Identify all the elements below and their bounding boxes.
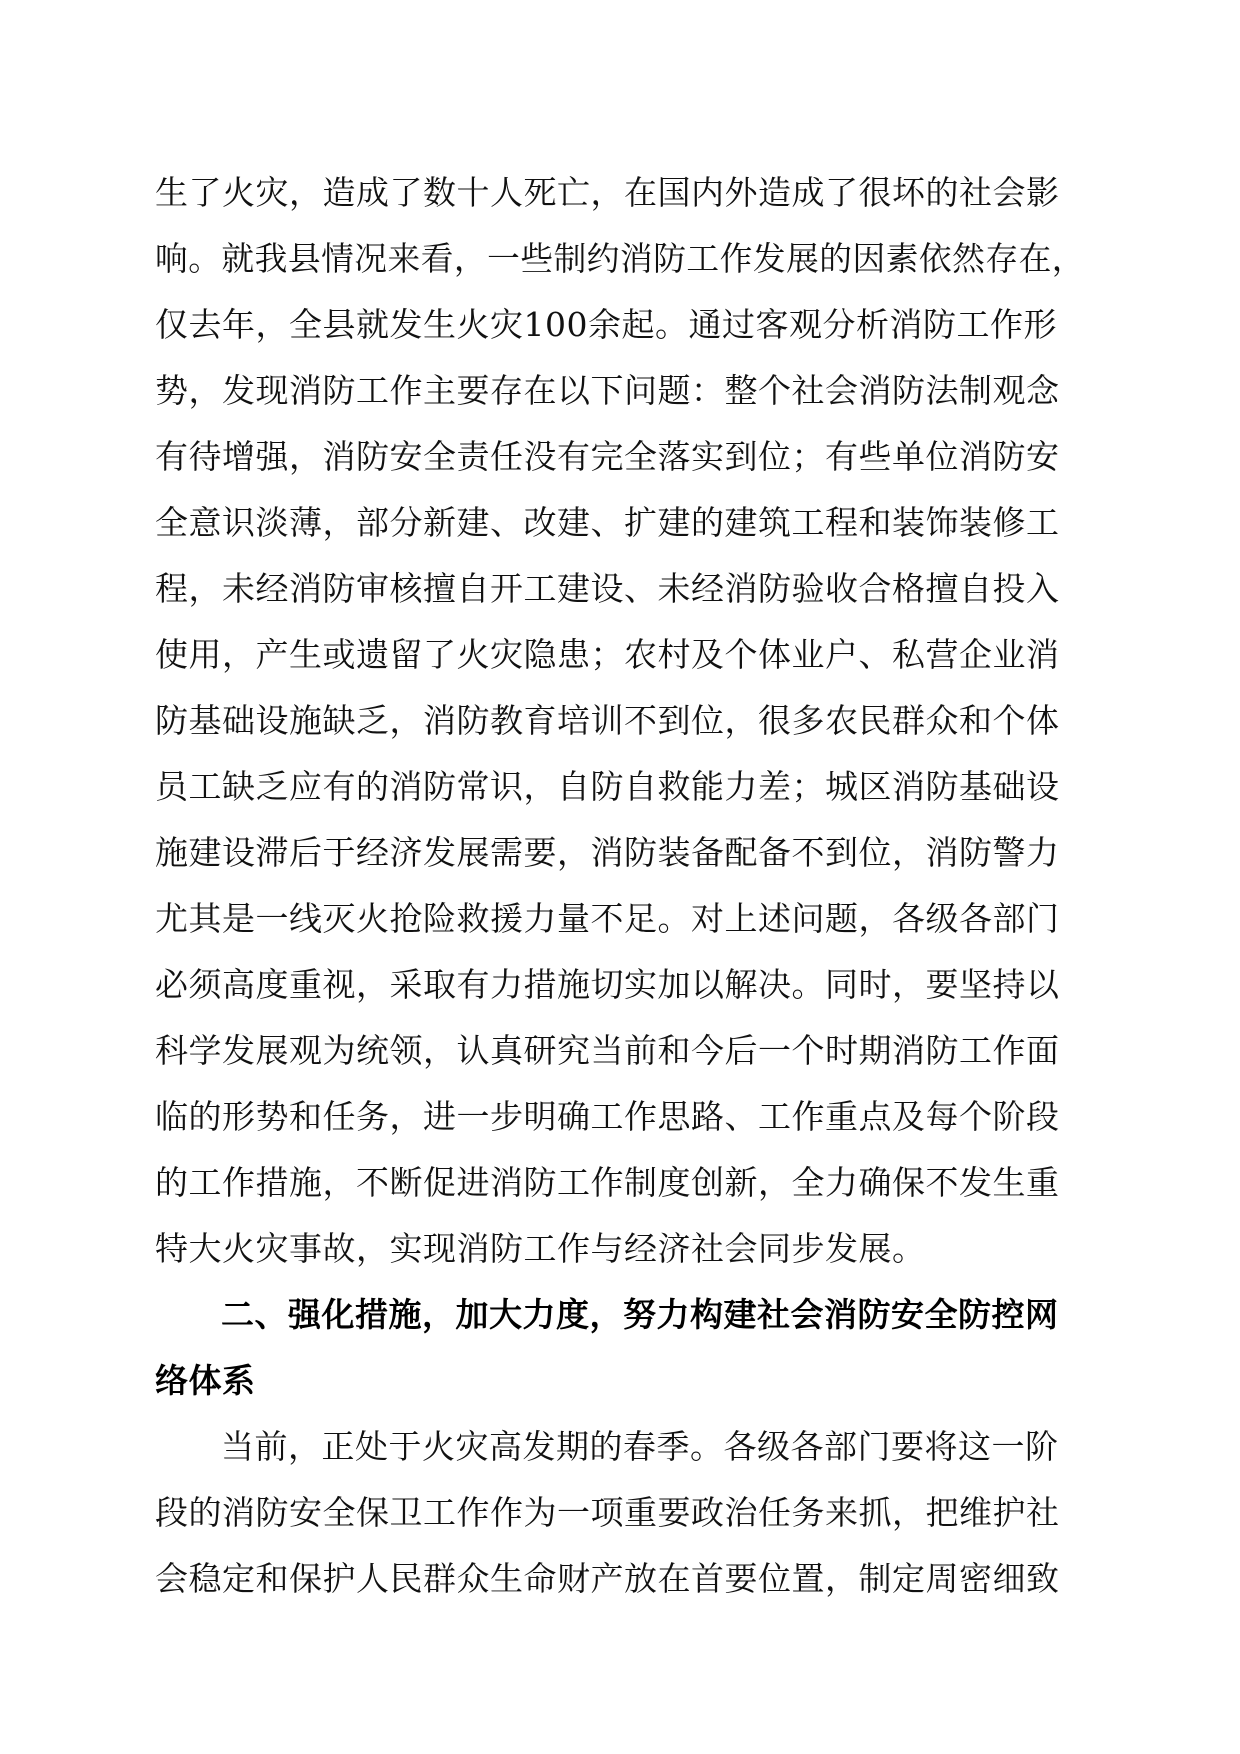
paragraph-1-line: 的工作措施，不断促进消防工作制度创新，全力确保不发生重 (155, 1163, 1060, 1202)
paragraph-1-line: 特大火灾事故，实现消防工作与经济社会同步发展。 (155, 1229, 926, 1268)
paragraph-1-line: 有待增强，消防安全责任没有完全落实到位；有些单位消防安 (155, 437, 1060, 476)
paragraph-1-line: 程，未经消防审核擅自开工建设、未经消防验收合格擅自投入 (155, 569, 1060, 608)
paragraph-2-line: 当前，正处于火灾高发期的春季。各级各部门要将这一阶 (221, 1427, 1059, 1466)
paragraph-1-line: 员工缺乏应有的消防常识，自防自救能力差；城区消防基础设 (155, 767, 1060, 806)
section-heading: 二、强化措施，加大力度，努力构建社会消防安全防控网 (221, 1295, 1059, 1334)
paragraph-1-line: 必须高度重视，采取有力措施切实加以解决。同时，要坚持以 (155, 965, 1060, 1004)
paragraph-1-line: 施建设滞后于经济发展需要，消防装备配备不到位，消防警力 (155, 833, 1060, 872)
paragraph-1-line: 全意识淡薄，部分新建、改建、扩建的建筑工程和装饰装修工 (155, 503, 1060, 542)
paragraph-1-line: 仅去年，全县就发生火灾100余起。通过客观分析消防工作形 (155, 305, 1057, 344)
paragraph-2-line: 段的消防安全保卫工作作为一项重要政治任务来抓，把维护社 (155, 1493, 1060, 1532)
paragraph-1-line: 使用，产生或遗留了火灾隐患；农村及个体业户、私营企业消 (155, 635, 1060, 674)
paragraph-1-line: 科学发展观为统领，认真研究当前和今后一个时期消防工作面 (155, 1031, 1060, 1070)
paragraph-1-line: 响。就我县情况来看，一些制约消防工作发展的因素依然存在， (155, 239, 1085, 278)
section-heading: 络体系 (155, 1361, 256, 1400)
paragraph-1-line: 尤其是一线灭火抢险救援力量不足。对上述问题，各级各部门 (155, 899, 1060, 938)
paragraph-1-line: 防基础设施缺乏，消防教育培训不到位，很多农民群众和个体 (155, 701, 1060, 740)
paragraph-1-line: 临的形势和任务，进一步明确工作思路、工作重点及每个阶段 (155, 1097, 1060, 1136)
paragraph-2-line: 会稳定和保护人民群众生命财产放在首要位置，制定周密细致 (155, 1559, 1060, 1598)
paragraph-1-line: 生了火灾，造成了数十人死亡，在国内外造成了很坏的社会影 (155, 173, 1060, 212)
paragraph-1-line: 势，发现消防工作主要存在以下问题：整个社会消防法制观念 (155, 371, 1060, 410)
